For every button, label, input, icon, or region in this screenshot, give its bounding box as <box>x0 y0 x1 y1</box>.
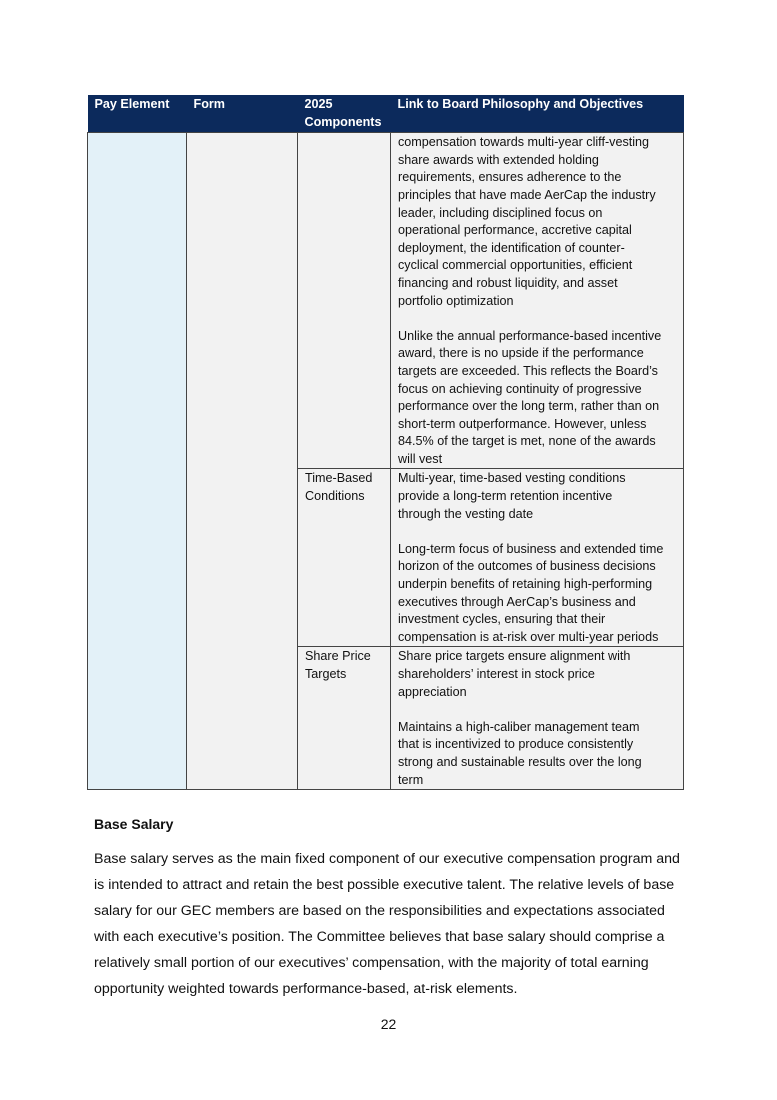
component-cell: Share Price Targets <box>298 647 391 790</box>
header-form: Form <box>187 95 298 133</box>
section-heading: Base Salary <box>94 816 174 832</box>
link-cell: Multi-year, time-based vesting conditions provide a long-term retention incentive through the vesting date Long-term focus of business and extended time horizon of the outcomes of business decisions underpin benefits of retaining high-performing executives through AerCap’s business and investment cycles, ensuring that their compensation is at-risk over multi-year periods <box>391 469 684 647</box>
page-number: 22 <box>380 1016 397 1032</box>
component-cell <box>298 133 391 469</box>
component-cell: Time-Based Conditions <box>298 469 391 647</box>
section-body: Base salary serves as the main fixed component of our executive compensation program and is intended to attract and retain the best possible executive talent. The relative levels of base salary for our GEC members are based on the responsibilities and expectations associated with each executive’s position. The Committee believes that base salary should comprise a relatively small portion of our executives’ compensation, with the majority of total earning opportunity weighted towards performance-based, at-risk elements. <box>94 851 680 997</box>
header-link: Link to Board Philosophy and Objectives <box>391 95 684 133</box>
link-cell: Share price targets ensure alignment with shareholders’ interest in stock price appreciation Maintains a high-caliber management team that is incentivized to produce consistently strong and sustainable results over the long term <box>391 647 684 790</box>
header-components: 2025 Components <box>298 95 391 133</box>
link-cell: compensation towards multi-year cliff-vesting share awards with extended holding requirements, ensures adherence to the principles that have made AerCap the industry leader, including disciplined focus on operational performance, accretive capital deployment, the identification of counter- cyclical commercial opportunities, efficient financing and robust liquidity, and asset portfolio optimization Unlike the annual performance-based incentive award, there is no upside if the performance targets are exceeded. This reflects the Board’s focus on achieving continuity of progressive performance over the long term, rather than on short-term outperformance. However, unless 84.5% of the target is met, none of the awards will vest <box>391 133 684 469</box>
table-row <box>88 133 684 469</box>
pay-element-cell <box>88 133 187 790</box>
header-pay-element: Pay Element <box>88 95 187 133</box>
form-cell <box>187 133 298 790</box>
pay-elements-table <box>87 95 684 790</box>
table-header <box>88 95 684 133</box>
